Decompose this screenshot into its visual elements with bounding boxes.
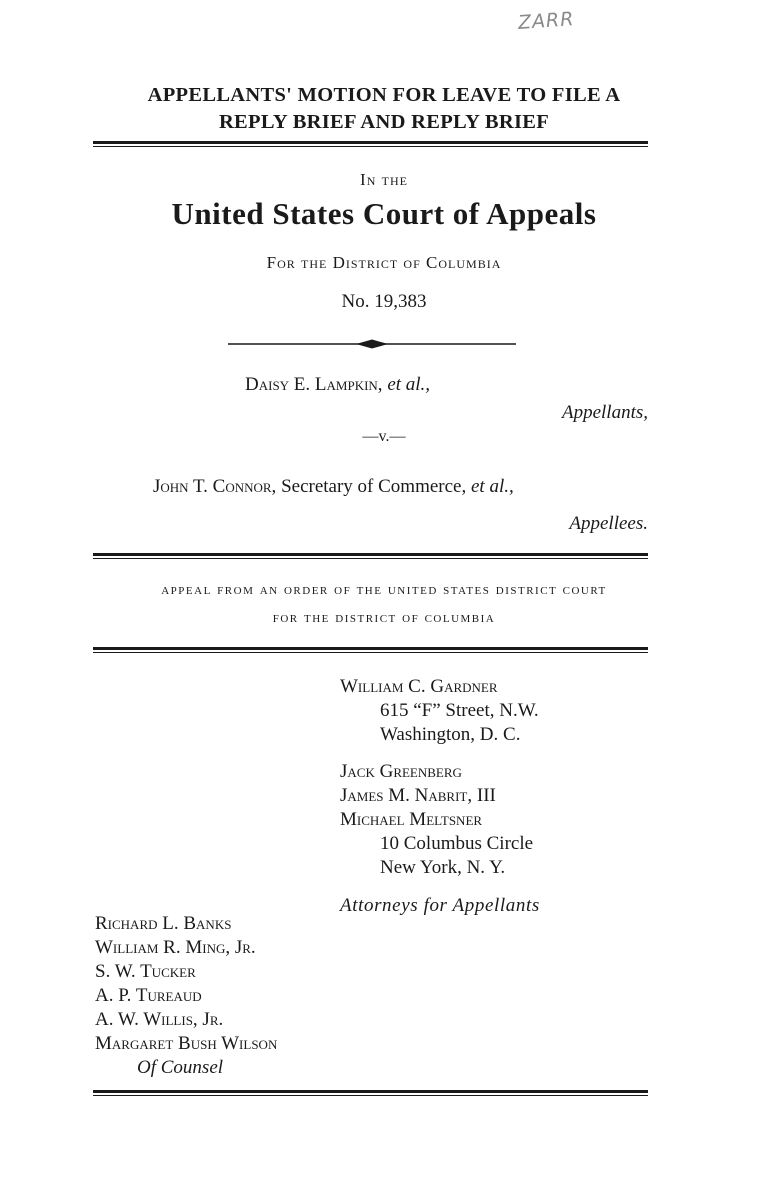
counsel-name: Margaret Bush Wilson (95, 1033, 278, 1054)
appeal-line-2: for the district of columbia (272, 609, 496, 626)
counsel-role: Of Counsel (137, 1057, 224, 1078)
attorney-nabrit: James M. Nabrit, III (340, 785, 496, 806)
attorney-meltsner: Michael Meltsner (340, 809, 483, 830)
appellee-line (153, 476, 514, 498)
appellee-name: John T. Connor, (153, 476, 277, 497)
bottom-divider (93, 1090, 648, 1096)
counsel-name: A. W. Willis, Jr. (95, 1009, 224, 1030)
motion-title-line-2: REPLY BRIEF AND REPLY BRIEF (218, 111, 550, 133)
appellant-line (245, 374, 430, 396)
appellant-role: Appellants, (561, 402, 648, 423)
docket-number: No. 19,383 (341, 291, 427, 312)
ny-city: New York, N. Y. (380, 857, 506, 878)
in-the-label: In the (360, 170, 408, 189)
counsel-name: A. P. Tureaud (95, 985, 202, 1006)
ny-street: 10 Columbus Circle (380, 833, 534, 854)
appeal-divider (93, 647, 648, 653)
gardner-city: Washington, D. C. (380, 724, 521, 745)
attorneys-role: Attorneys for Appellants (340, 895, 540, 916)
gardner-street: 615 “F” Street, N.W. (380, 700, 539, 721)
appellee-role: Appellees. (569, 513, 648, 534)
appellant-et-al: et al., (387, 374, 431, 395)
counsel-block (95, 912, 277, 1080)
district-label: For the District of Columbia (266, 253, 502, 272)
counsel-name: S. W. Tucker (95, 961, 196, 982)
versus: —v.— (362, 428, 406, 445)
court-name: United States Court of Appeals (171, 196, 597, 231)
appellant-name: Daisy E. Lampkin, (245, 374, 383, 395)
parties-divider (93, 553, 648, 559)
counsel-name: Richard L. Banks (95, 913, 232, 934)
motion-title-line-1: APPELLANTS' MOTION FOR LEAVE TO FILE A (147, 84, 621, 106)
appellee-et-al: et al., (470, 476, 514, 497)
attorney-greenberg: Jack Greenberg (340, 761, 462, 782)
attorney-block (340, 675, 540, 918)
handwritten-annotation: ZARR (517, 8, 576, 34)
counsel-name: William R. Ming, Jr. (95, 937, 256, 958)
attorney-gardner: William C. Gardner (340, 676, 498, 697)
appellee-title: Secretary of Commerce, (281, 476, 467, 497)
ornament-divider (228, 338, 516, 350)
title-divider (93, 141, 648, 147)
appeal-line-1: appeal from an order of the united states district court (161, 581, 607, 598)
motion-title (0, 82, 768, 136)
